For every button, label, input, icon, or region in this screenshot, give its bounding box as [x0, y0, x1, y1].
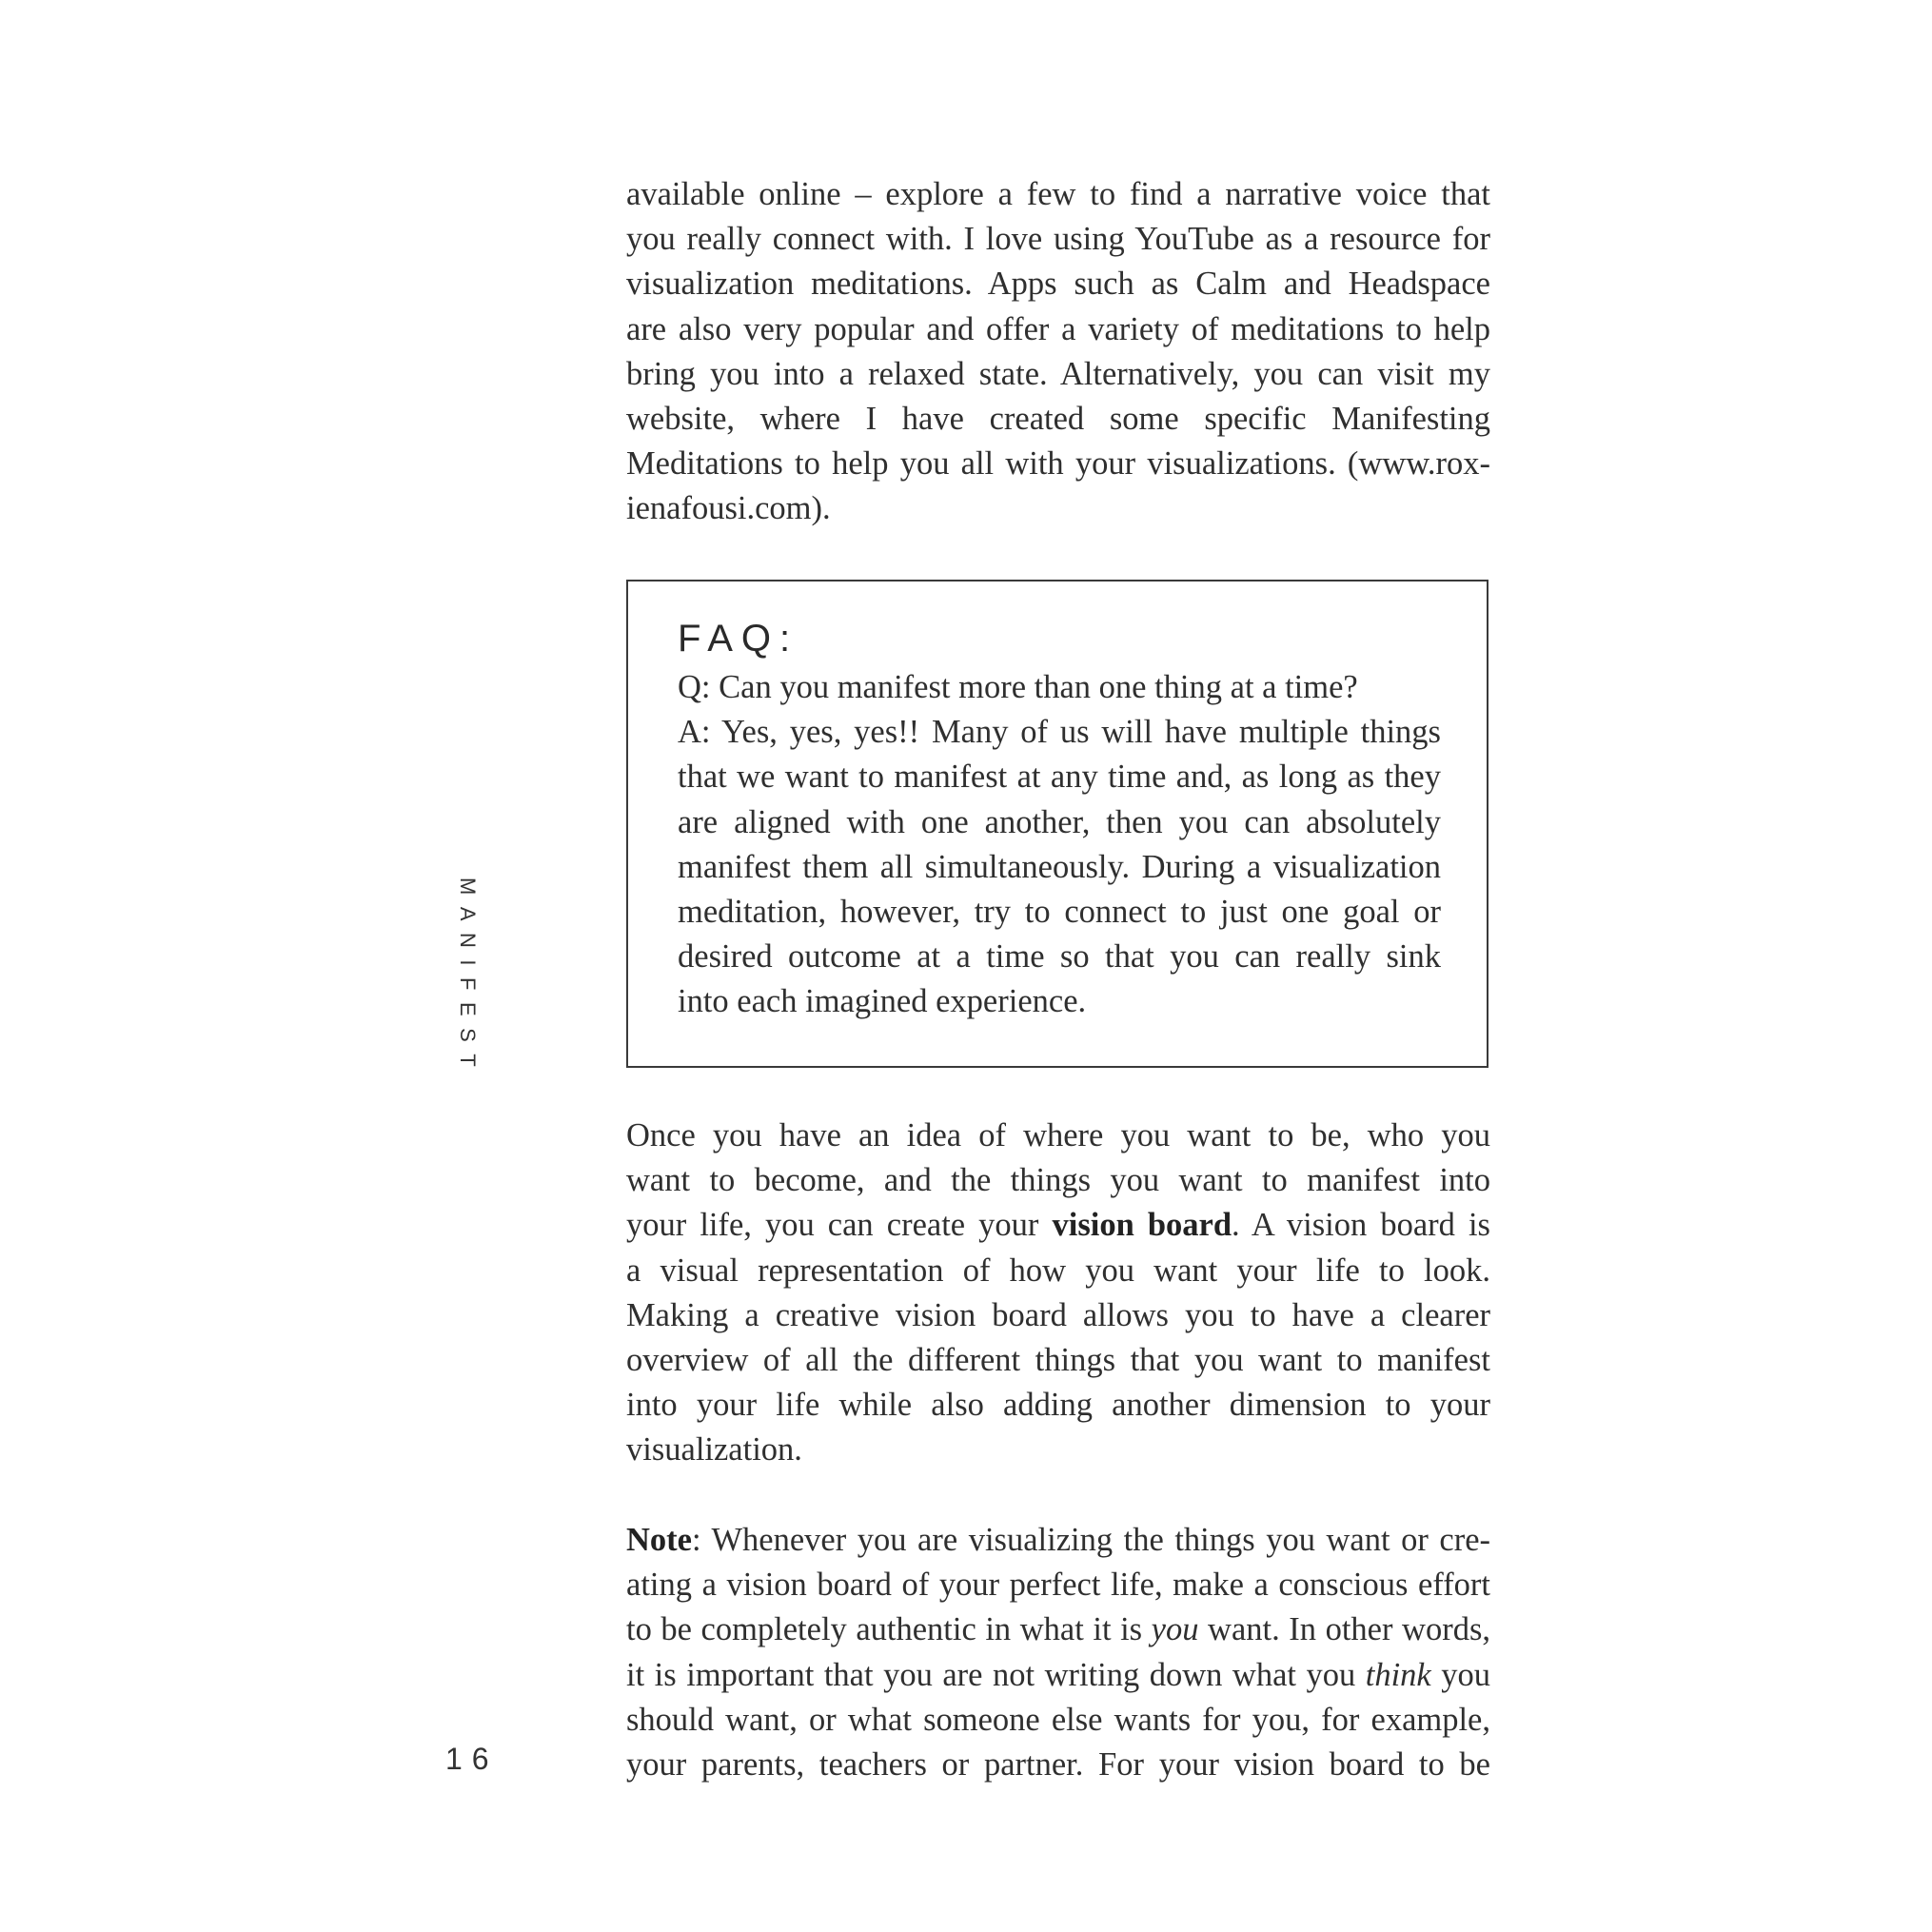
paragraph-line: you really connect with. I love using YouTube as a resource for: [626, 221, 1490, 258]
paragraph-line: bring you into a relaxed state. Alternatively, you can visit my: [626, 355, 1490, 392]
running-head-text: MANIFEST: [456, 877, 480, 1079]
faq-question: Q: Can you manifest more than one thing at a time?: [678, 669, 1358, 705]
note-label: Note: [626, 1522, 692, 1558]
text-run: your life, you can create your: [626, 1207, 1053, 1244]
paragraph-line: [626, 1203, 1490, 1248]
emphasis-you: you: [1151, 1611, 1199, 1648]
text-run: : Whenever you are visualizing the things you want or cre-: [691, 1522, 1490, 1558]
paragraph-line: Making a creative vision board allows you to have a clearer: [626, 1296, 1490, 1333]
paragraph-line: Once you have an idea of where you want to be, who you: [626, 1117, 1490, 1153]
text-run: it is important that you are not writing down what you: [626, 1656, 1366, 1693]
emphasis-think: think: [1365, 1656, 1431, 1693]
text-run: to be completely authentic in what it is: [626, 1611, 1152, 1648]
text-run: . A vision board is: [1232, 1207, 1490, 1244]
paragraph-line: should want, or what someone else wants for you, for example,: [626, 1701, 1490, 1738]
paragraph-line: available online – explore a few to find a narrative voice that: [626, 176, 1490, 212]
running-head: [447, 877, 485, 1087]
paragraph-line: visualization.: [626, 1431, 802, 1469]
paragraph-line: into your life while also adding another dimension to your: [626, 1387, 1490, 1424]
paragraph-line: visualization meditations. Apps such as Calm and Headspace: [626, 266, 1490, 303]
vision-board-term: vision board: [1052, 1207, 1232, 1244]
note-paragraph: [626, 1518, 1490, 1787]
paragraph-line: website, where I have created some specific Manifesting: [626, 400, 1490, 437]
faq-heading: FAQ:: [678, 618, 799, 660]
text-run: want. In other words,: [1198, 1611, 1490, 1648]
paragraph-line: [626, 1653, 1490, 1698]
paragraph-line: ating a vision board of your perfect life, make a conscious effort: [626, 1567, 1490, 1604]
paragraph-line: Meditations to help you all with your visualizations. (www.rox-: [626, 445, 1490, 483]
faq-box: [626, 580, 1488, 1068]
faq-answer-line: A: Yes, yes, yes!! Many of us will have multiple things: [678, 714, 1441, 751]
paragraph-line: your parents, teachers or partner. For your vision board to be: [626, 1745, 1490, 1783]
faq-answer-line: desired outcome at a time so that you can really sink: [678, 938, 1441, 976]
paragraph-line: a visual representation of how you want your life to look.: [626, 1252, 1490, 1289]
paragraph-line: overview of all the different things that you want to manifest: [626, 1341, 1490, 1378]
paragraph-line: [626, 1518, 1490, 1563]
vision-board-paragraph: [626, 1114, 1490, 1473]
paragraph-line: ienafousi.com).: [626, 490, 831, 527]
faq-answer-line: are aligned with one another, then you can absolutely: [678, 803, 1441, 840]
faq-body: [678, 665, 1441, 1025]
faq-answer-line: manifest them all simultaneously. During a visualization: [678, 848, 1441, 885]
paragraph-line: are also very popular and offer a variety of meditations to help: [626, 310, 1490, 347]
faq-answer-line: meditation, however, try to connect to just one goal or: [678, 893, 1441, 930]
text-run: you: [1430, 1656, 1490, 1693]
page-number: 16: [445, 1742, 499, 1776]
faq-answer-line: into each imagined experience.: [678, 983, 1087, 1020]
faq-answer-line: that we want to manifest at any time and, as long as they: [678, 759, 1441, 796]
paragraph-line: [626, 1607, 1490, 1652]
paragraph-line: want to become, and the things you want to manifest into: [626, 1162, 1490, 1199]
intro-paragraph: [626, 172, 1490, 532]
